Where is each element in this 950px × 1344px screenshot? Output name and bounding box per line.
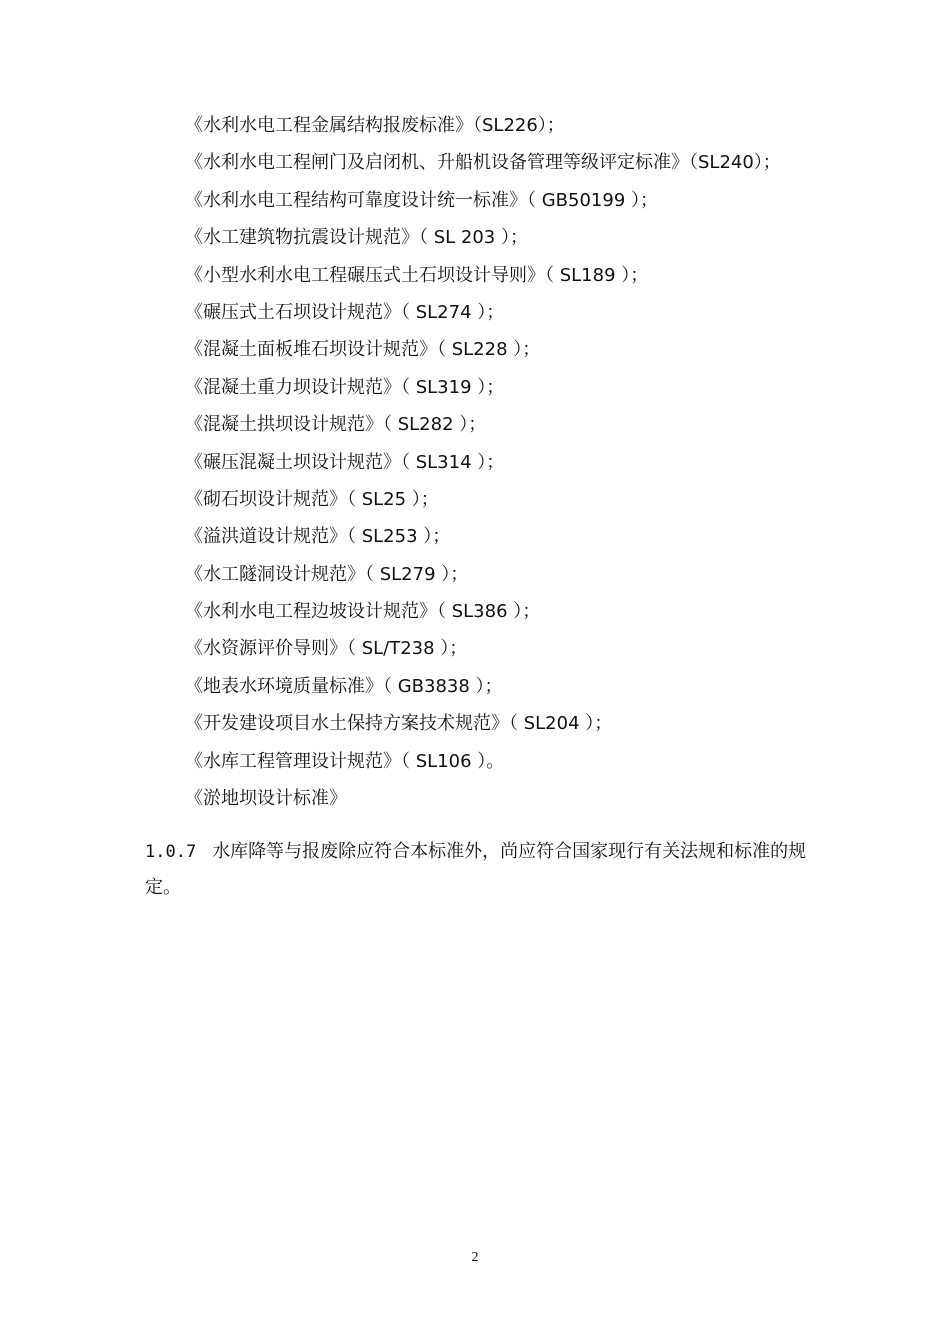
clause-number: 1.0.7	[145, 842, 197, 862]
page-number: 2	[471, 1250, 479, 1265]
reference-item: 《混凝土重力坝设计规范》（ SL319 ）；	[185, 376, 505, 398]
reference-item: 《水利水电工程结构可靠度设计统一标准》（ GB50199 ）；	[185, 189, 658, 211]
reference-item: 《水利水电工程闸门及启闭机、升船机设备管理等级评定标准》（SL240）；	[185, 152, 781, 174]
reference-item: 《碾压混凝土坝设计规范》（ SL314 ）；	[185, 451, 505, 473]
reference-item: 《水资源评价导则》（ SL/T238 ）；	[185, 638, 468, 660]
reference-item: 《水利水电工程金属结构报废标准》（SL226）；	[185, 115, 565, 136]
reference-item: 《混凝土拱坝设计规范》（ SL282 ）；	[185, 414, 487, 436]
reference-item: 《小型水利水电工程碾压式土石坝设计导则》（ SL189 ）；	[185, 264, 649, 286]
reference-item: 《开发建设项目水土保持方案技术规范》（ SL204 ）；	[185, 713, 613, 735]
reference-standards-list	[185, 110, 781, 820]
clause-paragraph	[145, 834, 815, 905]
reference-item: 《地表水环境质量标准》（ GB3838 ）；	[185, 675, 503, 697]
reference-item: 《砌石坝设计规范》（ SL25 ）；	[185, 488, 439, 510]
reference-item: 《溢洪道设计规范》（ SL253 ）；	[185, 526, 451, 548]
reference-item: 《水工隧洞设计规范》（ SL279 ）；	[185, 563, 469, 585]
reference-item: 《碾压式土石坝设计规范》（ SL274 ）；	[185, 301, 505, 323]
reference-item: 《淤地坝设计标准》	[185, 788, 347, 810]
reference-item: 《水库工程管理设计规范》（ SL106 ）。	[185, 750, 505, 772]
reference-item: 《水工建筑物抗震设计规范》（ SL 203 ）；	[185, 227, 528, 249]
clause-text: 水库降等与报废除应符合本标准外，尚应符合国家现行有关法规和标准的规定。	[145, 841, 807, 898]
reference-item: 《水利水电工程边坡设计规范》（ SL386 ）；	[185, 601, 541, 623]
reference-item: 《混凝土面板堆石坝设计规范》（ SL228 ）；	[185, 339, 541, 361]
